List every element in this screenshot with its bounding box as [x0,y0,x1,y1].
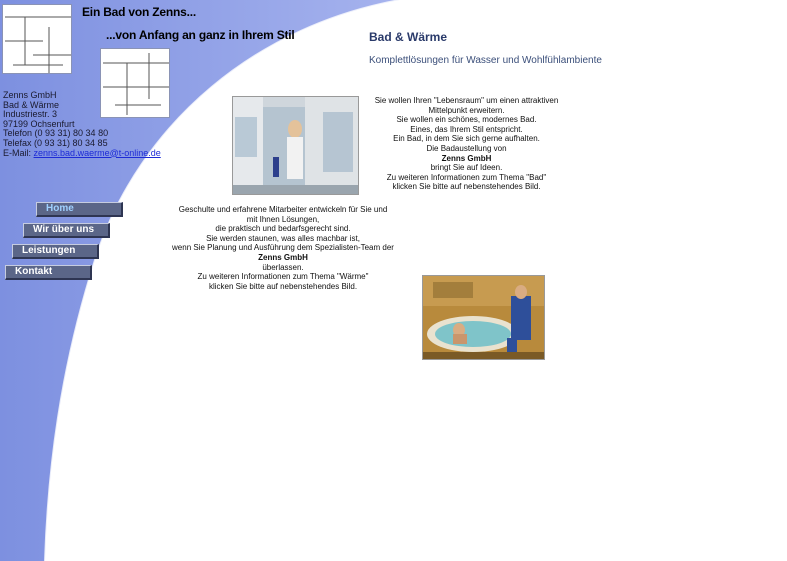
waerme-text-line: wenn Sie Planung und Ausführung dem Spezialisten-Team der [172,243,394,253]
waerme-text-line: Zu weiteren Informationen zum Thema "Wärme" [197,272,369,282]
waerme-paragraph [170,205,396,291]
tagline-2: ...von Anfang an ganz in Ihrem Stil [106,28,295,42]
waerme-text-line: mit Ihnen Lösungen, [246,214,320,224]
bad-company-name: Zenns GmbH [441,153,492,163]
email-row [3,149,161,159]
tile-pattern-icon [3,5,73,75]
address-block [3,91,161,158]
tagline-1: Ein Bad von Zenns... [82,5,197,19]
company-name: Zenns GmbH [3,90,57,100]
fax: Telefax (0 93 31) 80 34 85 [3,137,108,148]
bad-paragraph [369,96,564,192]
bad-text-line: klicken Sie bitte auf nebenstehendes Bild. [392,182,541,192]
bathroom-image [233,97,359,195]
bad-text-line: Eines, das Ihrem Stil entspricht. [410,124,523,134]
page-subtitle: Komplettlösungen für Wasser und Wohlfühlambiente [369,55,602,66]
bad-text-line: Die Badaustellung von [426,143,507,153]
tile-image-1 [2,4,72,74]
nav-leistungen-button[interactable]: Leistungen [12,244,99,259]
waerme-text-line: Sie werden staunen, was alles machbar ist, [206,233,360,243]
bad-text-line: Ein Bad, in dem Sie sich gerne aufhalten. [393,134,540,144]
waerme-text-line: die praktisch und bedarfsgerecht sind. [215,224,351,234]
page-title: Bad & Wärme [369,30,448,44]
bad-text-line: Sie wollen ein schönes, modernes Bad. [396,115,537,125]
bad-text-line: Mittelpunkt erweitern. [428,105,505,115]
nav-kontakt-button[interactable]: Kontakt [5,265,92,280]
bad-text-line: Zu weiteren Informationen zum Thema "Bad" [386,172,547,182]
street: Industriestr. 3 [3,109,58,120]
waerme-company-name: Zenns GmbH [258,252,308,262]
company-line2: Bad & Wärme [3,99,60,110]
waerme-text-line: Geschulte und erfahrene Mitarbeiter entwickeln für Sie und [178,205,388,214]
city: 97199 Ochsenfurt [3,118,75,129]
waerme-photo-link[interactable] [422,275,545,360]
whirlpool-image [423,276,545,360]
bad-text-line: bringt Sie auf Ideen. [430,163,503,173]
bad-text-line: Sie wollen Ihren "Lebensraum" um einen attraktiven [374,96,559,105]
bathroom-photo-link[interactable] [232,96,359,195]
waerme-text-line: klicken Sie bitte auf nebenstehendes Bild. [208,281,358,291]
email-link[interactable]: zenns.bad.waerme@t-online.de [33,147,161,158]
nav-wir-ueber-uns-button[interactable]: Wir über uns [23,223,110,238]
email-label: E-Mail: [3,147,32,158]
waerme-text-line: überlassen. [262,262,304,272]
nav-home-button[interactable]: Home [36,202,123,217]
phone: Telefon (0 93 31) 80 34 80 [3,128,109,139]
